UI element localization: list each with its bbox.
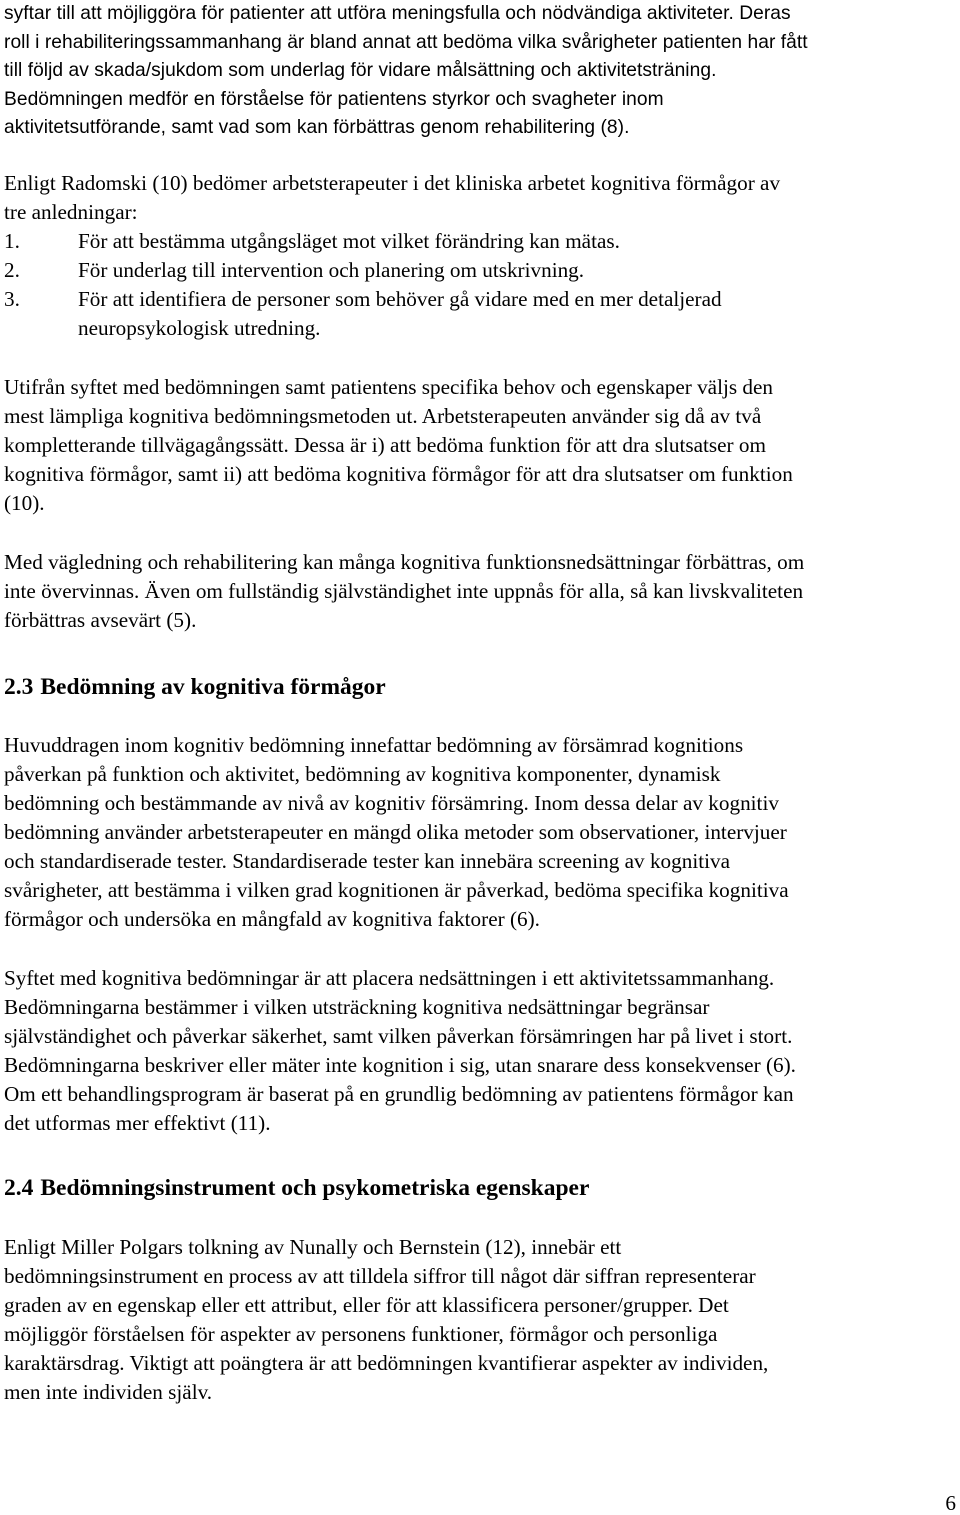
text-line: det utformas mer effektivt (11).: [4, 1111, 271, 1135]
text-line: karaktärsdrag. Viktigt att poängtera är att bedömningen kvantifierar aspekter av individen,: [4, 1351, 769, 1375]
text-line: Syftet med kognitiva bedömningar är att placera nedsättningen i ett aktivitetssammanhang.: [4, 966, 775, 990]
text-line: Enligt Miller Polgars tolkning av Nunally och Bernstein (12), innebär ett: [4, 1235, 622, 1259]
section-2-4-paragraph-1: [4, 1233, 960, 1407]
text-line: bedömningsinstrument en process av att tilldela siffror till något där siffran representerar: [4, 1264, 756, 1288]
section-title: Bedömningsinstrument och psykometriska egenskaper: [40, 1175, 590, 1201]
text-line: syftar till att möjliggöra för patienter att utföra meningsfulla och nödvändiga aktiviteter. Deras: [4, 3, 791, 24]
text-line: självständighet och påverkar säkerhet, samt vilken påverkan försämringen har på livet i stort.: [4, 1024, 793, 1048]
text-line: graden av en egenskap eller ett attribut, eller för att klassificera personer/grupper. Det: [4, 1293, 729, 1317]
text-line: För underlag till intervention och planering om utskrivning.: [78, 258, 585, 282]
text-line: För att bestämma utgångsläget mot vilket förändring kan mätas.: [78, 229, 620, 253]
section-number: 2.4: [4, 1175, 34, 1201]
section-title: Bedömning av kognitiva förmågor: [40, 674, 386, 700]
text-line: tre anledningar:: [4, 200, 138, 224]
text-line: (10).: [4, 491, 45, 515]
text-line: förmågor och undersöka en mångfald av kognitiva faktorer (6).: [4, 907, 540, 931]
text-line: mest lämpliga kognitiva bedömningsmetoden ut. Arbetsterapeuten använder sig då av två: [4, 404, 762, 428]
text-line: Bedömningen medför en förståelse för patientens styrkor och svagheter inom: [4, 88, 664, 110]
list-number: 2.: [4, 258, 20, 282]
text-line: neuropsykologisk utredning.: [78, 316, 321, 340]
section-2-3-paragraph-2: [4, 964, 960, 1138]
text-line: Huvuddragen inom kognitiv bedömning innefattar bedömning av försämrad kognitions: [4, 733, 744, 757]
text-line: aktivitetsutförande, samt vad som kan förbättras genom rehabilitering (8).: [4, 117, 630, 138]
text-line: svårigheter, att bestämma i vilken grad kognitionen är påverkad, bedöma specifika kognitiva: [4, 878, 789, 902]
list-text: [78, 285, 722, 343]
text-line: men inte individen själv.: [4, 1380, 213, 1404]
method-paragraph: [4, 373, 960, 518]
page-number: 6: [945, 1491, 956, 1515]
guidance-paragraph: [4, 548, 960, 635]
section-heading-2-4: [4, 1173, 589, 1203]
text-line: Med vägledning och rehabilitering kan många kognitiva funktionsnedsättningar förbättras, om: [4, 550, 805, 574]
text-line: till följd av skada/sjukdom som underlag för vidare målsättning och aktivitetsträning.: [4, 60, 717, 81]
radomski-paragraph: [4, 169, 960, 227]
list-number: 1.: [4, 229, 20, 253]
text-line: påverkan på funktion och aktivitet, bedömning av kognitiva komponenter, dynamisk: [4, 762, 721, 786]
intro-paragraph: [4, 0, 960, 143]
text-line: bedömning och bestämmande av nivå av kognitiv försämring. Inom dessa delar av kognitiv: [4, 791, 779, 815]
text-line: kompletterande tillvägagångssätt. Dessa är i) att bedöma funktion för att dra slutsatser om: [4, 433, 766, 457]
list-number: 3.: [4, 287, 20, 311]
text-line: inte övervinnas. Även om fullständig självständighet inte uppnås för alla, så kan livskvaliteten: [4, 579, 804, 603]
text-line: Bedömningarna beskriver eller mäter inte kognition i sig, utan snarare dess konsekvenser (6).: [4, 1053, 796, 1077]
text-line: bedömning använder arbetsterapeuter en mängd olika metoder som observationer, intervjuer: [4, 820, 787, 844]
section-heading-2-3: [4, 672, 386, 702]
text-line: förbättras avsevärt (5).: [4, 608, 197, 632]
text-line: Utifrån syftet med bedömningen samt patientens specifika behov och egenskaper väljs den: [4, 375, 773, 399]
text-line: För att identifiera de personer som behöver gå vidare med en mer detaljerad: [78, 287, 722, 311]
text-line: Bedömningarna bestämmer i vilken utsträckning kognitiva nedsättningar begränsar: [4, 995, 710, 1019]
text-line: roll i rehabiliteringssammanhang är bland annat att bedöma vilka svårigheter patienten har fått: [4, 31, 808, 53]
text-line: kognitiva förmågor, samt ii) att bedöma kognitiva förmågor för att dra slutsatser om funktion: [4, 462, 793, 486]
section-2-3-paragraph-1: [4, 731, 960, 934]
text-line: Enligt Radomski (10) bedömer arbetsterapeuter i det kliniska arbetet kognitiva förmågor av: [4, 171, 781, 195]
list-text: [78, 227, 620, 256]
text-line: Om ett behandlingsprogram är baserat på en grundlig bedömning av patientens förmågor kan: [4, 1082, 794, 1106]
list-text: [78, 256, 584, 285]
text-line: och standardiserade tester. Standardiserade tester kan innebära screening av kognitiva: [4, 849, 730, 873]
section-number: 2.3: [4, 674, 34, 700]
text-line: möjliggör förståelsen för aspekter av personens funktioner, förmågor och personliga: [4, 1322, 718, 1346]
